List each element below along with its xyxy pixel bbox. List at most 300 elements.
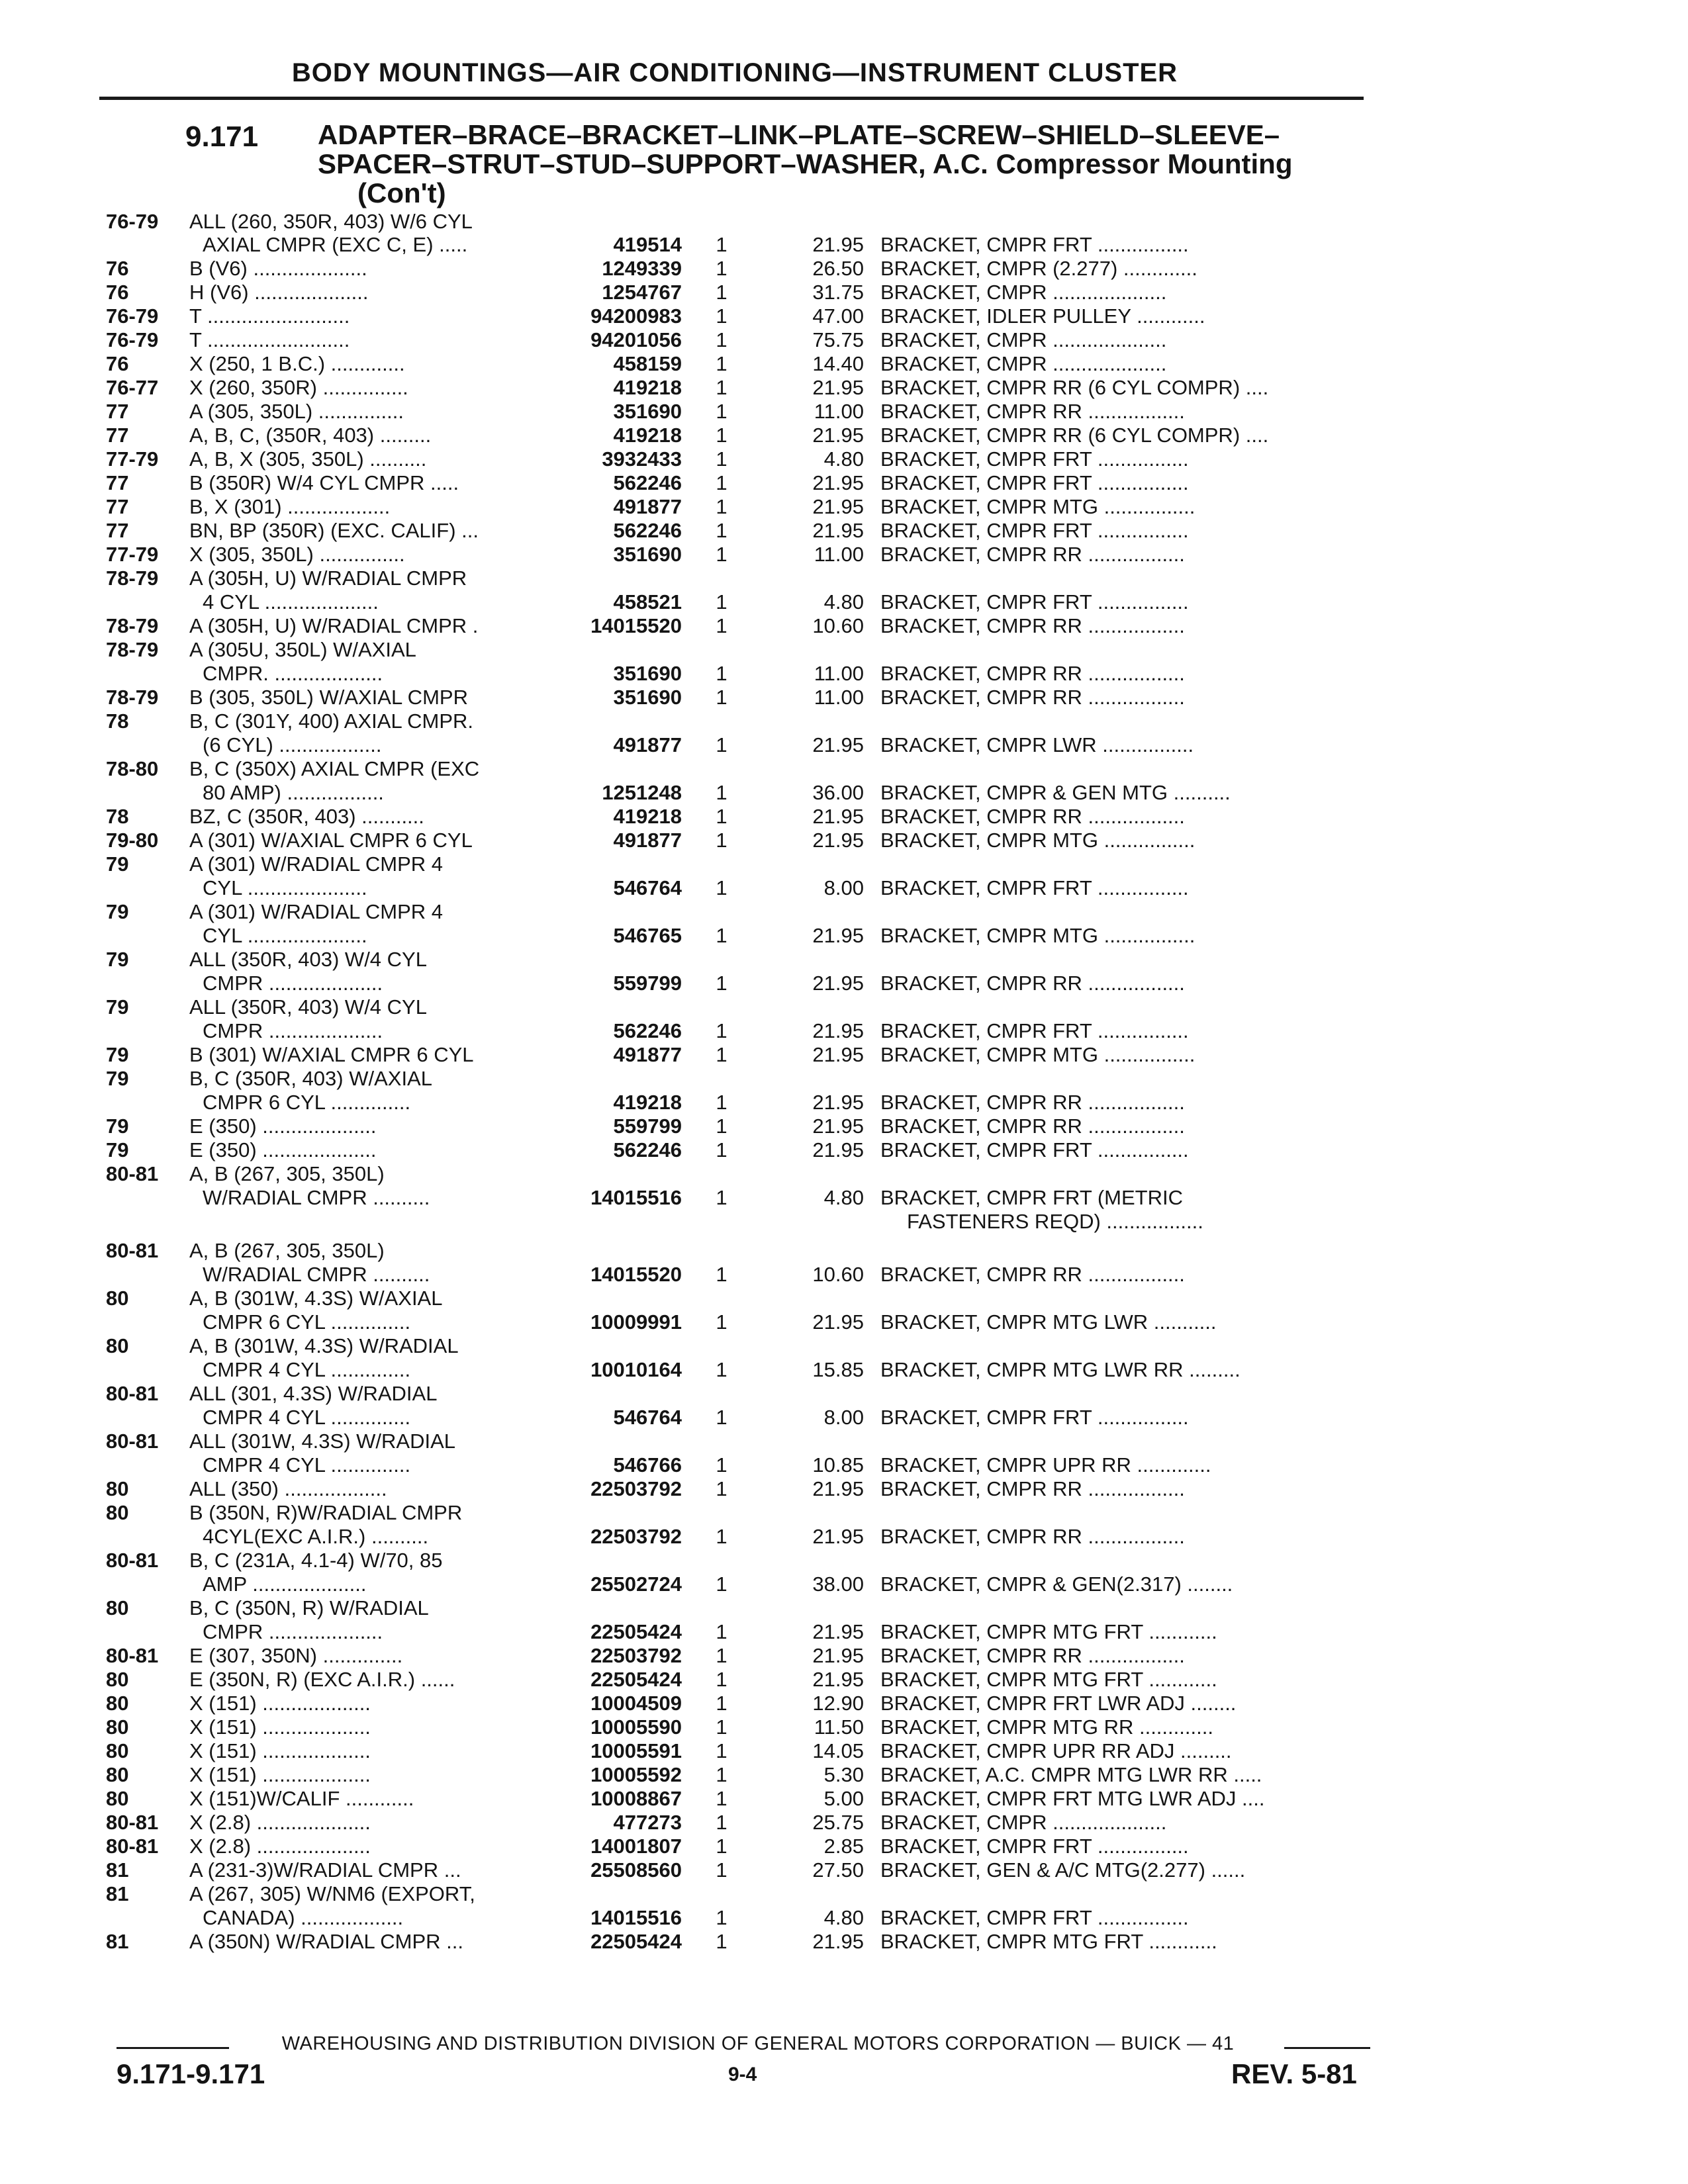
- row-part-name: BRACKET, CMPR RR (6 CYL COMPR) ....: [880, 424, 1269, 447]
- row-quantity: 1: [716, 1091, 727, 1114]
- row-part-number: 10005591: [590, 1739, 682, 1762]
- row-part-number: 94201056: [590, 328, 682, 351]
- row-description: A (301) W/AXIAL CMPR 6 CYL: [189, 829, 473, 852]
- row-year: 81: [106, 1930, 129, 1953]
- row-description: A (301) W/RADIAL CMPR 4: [189, 852, 444, 876]
- row-part-name: BRACKET, CMPR MTG LWR RR .........: [880, 1358, 1241, 1381]
- row-price: 2.85: [823, 1835, 864, 1858]
- row-description: CMPR 4 CYL ..............: [203, 1406, 411, 1429]
- row-part-number: 491877: [613, 733, 682, 756]
- footer-rule-left: [117, 2047, 229, 2049]
- row-description: A (267, 305) W/NM6 (EXPORT,: [189, 1882, 475, 1905]
- row-description: B, C (231A, 4.1-4) W/70, 85: [189, 1549, 443, 1572]
- row-part-number: 562246: [613, 1138, 682, 1161]
- section-title-line-1: ADAPTER–BRACE–BRACKET–LINK–PLATE–SCREW–SHIELD–SLEEVE–: [318, 119, 1280, 150]
- row-quantity: 1: [716, 1906, 727, 1929]
- row-part-name: BRACKET, CMPR FRT MTG LWR ADJ ....: [880, 1787, 1265, 1810]
- row-description: X (151) ...................: [189, 1739, 371, 1762]
- row-quantity: 1: [716, 447, 727, 471]
- row-part-name: BRACKET, CMPR RR .................: [880, 805, 1185, 828]
- row-quantity: 1: [716, 662, 727, 685]
- row-description: B (301) W/AXIAL CMPR 6 CYL: [189, 1043, 474, 1066]
- row-quantity: 1: [716, 1138, 727, 1161]
- row-part-number: 10008867: [590, 1787, 682, 1810]
- row-year: 79: [106, 1138, 129, 1161]
- row-year: 76: [106, 281, 129, 304]
- row-description: ALL (350R, 403) W/4 CYL: [189, 995, 427, 1019]
- row-price: 8.00: [823, 876, 864, 899]
- row-price: 25.75: [812, 1811, 864, 1834]
- row-part-number: 22503792: [590, 1477, 682, 1500]
- row-part-number: 546765: [613, 924, 682, 947]
- row-part-number: 477273: [613, 1811, 682, 1834]
- row-description: CMPR 4 CYL ..............: [203, 1358, 411, 1381]
- footer-section-range: 9.171-9.171: [117, 2058, 265, 2089]
- row-year: 77-79: [106, 447, 159, 471]
- row-part-number: 546764: [613, 876, 682, 899]
- row-year: 77: [106, 424, 129, 447]
- row-part-number: 22503792: [590, 1525, 682, 1548]
- row-part-name: BRACKET, CMPR & GEN(2.317) ........: [880, 1572, 1233, 1596]
- row-part-number: 10005592: [590, 1763, 682, 1786]
- row-quantity: 1: [716, 233, 727, 256]
- row-part-name: BRACKET, CMPR RR .................: [880, 1091, 1185, 1114]
- row-part-name: BRACKET, CMPR ....................: [880, 352, 1167, 375]
- row-price: 21.95: [812, 924, 864, 947]
- row-quantity: 1: [716, 876, 727, 899]
- row-part-name: BRACKET, CMPR MTG FRT ............: [880, 1668, 1217, 1691]
- row-part-number: 546764: [613, 1406, 682, 1429]
- row-price: 21.95: [812, 1019, 864, 1042]
- row-quantity: 1: [716, 495, 727, 518]
- row-description: A, B (267, 305, 350L): [189, 1239, 385, 1262]
- page-header: BODY MOUNTINGS—AIR CONDITIONING—INSTRUMENT CLUSTER: [291, 58, 1178, 87]
- row-price: 4.80: [823, 447, 864, 471]
- row-price: 10.60: [812, 1263, 864, 1286]
- row-price: 47.00: [812, 304, 864, 328]
- row-price: 11.00: [814, 400, 864, 423]
- row-year: 80: [106, 1334, 129, 1357]
- row-description: A (350N) W/RADIAL CMPR ...: [189, 1930, 463, 1953]
- row-price: 5.30: [823, 1763, 864, 1786]
- row-part-name: BRACKET, GEN & A/C MTG(2.277) ......: [880, 1858, 1246, 1882]
- row-year: 80: [106, 1763, 129, 1786]
- row-quantity: 1: [716, 1310, 727, 1334]
- row-quantity: 1: [716, 1715, 727, 1739]
- row-quantity: 1: [716, 1668, 727, 1691]
- row-price: 21.95: [812, 972, 864, 995]
- row-description: AMP ....................: [203, 1572, 367, 1596]
- row-description: (6 CYL) ..................: [203, 733, 382, 756]
- row-year: 77: [106, 495, 129, 518]
- row-year: 79: [106, 1115, 129, 1138]
- row-description: CMPR. ...................: [203, 662, 383, 685]
- row-description: X (151) ...................: [189, 1715, 371, 1739]
- row-quantity: 1: [716, 1358, 727, 1381]
- row-description: B, C (301Y, 400) AXIAL CMPR.: [189, 709, 474, 733]
- row-quantity: 1: [716, 257, 727, 280]
- row-part-name: BRACKET, CMPR ....................: [880, 281, 1167, 304]
- row-quantity: 1: [716, 1930, 727, 1953]
- row-price: 11.00: [814, 662, 864, 685]
- row-part-name: BRACKET, CMPR FRT ................: [880, 519, 1189, 542]
- row-quantity: 1: [716, 1525, 727, 1548]
- row-quantity: 1: [716, 471, 727, 494]
- row-part-name: BRACKET, CMPR RR .................: [880, 686, 1185, 709]
- row-part-name: BRACKET, CMPR MTG FRT ............: [880, 1620, 1217, 1643]
- row-description: A (231-3)W/RADIAL CMPR ...: [189, 1858, 461, 1882]
- row-quantity: 1: [716, 281, 727, 304]
- row-description: T .........................: [189, 304, 350, 328]
- row-description: ALL (301, 4.3S) W/RADIAL: [189, 1382, 438, 1405]
- row-part-name: BRACKET, CMPR FRT ................: [880, 233, 1189, 256]
- row-description: E (350) ....................: [189, 1138, 377, 1161]
- row-part-number: 419514: [613, 233, 682, 256]
- row-price: 21.95: [812, 376, 864, 399]
- row-part-number: 10010164: [590, 1358, 682, 1381]
- row-price: 21.95: [812, 1525, 864, 1548]
- row-quantity: 1: [716, 1811, 727, 1834]
- row-part-number: 10009991: [590, 1310, 682, 1334]
- row-part-number: 562246: [613, 519, 682, 542]
- row-price: 21.95: [812, 1644, 864, 1667]
- row-quantity: 1: [716, 1453, 727, 1477]
- row-year: 80: [106, 1787, 129, 1810]
- row-description: X (151)W/CALIF ............: [189, 1787, 414, 1810]
- row-description: E (350) ....................: [189, 1115, 377, 1138]
- row-quantity: 1: [716, 1115, 727, 1138]
- row-description: CYL .....................: [203, 876, 367, 899]
- row-price: 10.85: [812, 1453, 864, 1477]
- row-part-number: 1251248: [602, 781, 682, 804]
- row-price: 36.00: [812, 781, 864, 804]
- row-description: 4CYL(EXC A.I.R.) ..........: [203, 1525, 429, 1548]
- row-price: 4.80: [823, 590, 864, 614]
- row-year: 76-77: [106, 376, 159, 399]
- row-year: 77: [106, 400, 129, 423]
- row-year: 80-81: [106, 1239, 159, 1262]
- row-year: 79-80: [106, 829, 159, 852]
- row-part-number: 458159: [613, 352, 682, 375]
- row-price: 26.50: [812, 257, 864, 280]
- row-quantity: 1: [716, 924, 727, 947]
- row-part-name: BRACKET, CMPR MTG ................: [880, 924, 1196, 947]
- row-price: 4.80: [823, 1906, 864, 1929]
- row-part-name: BRACKET, CMPR FRT LWR ADJ ........: [880, 1692, 1237, 1715]
- row-quantity: 1: [716, 1186, 727, 1209]
- row-part-name: BRACKET, CMPR RR .................: [880, 543, 1185, 566]
- row-price: 15.85: [812, 1358, 864, 1381]
- row-part-number: 491877: [613, 1043, 682, 1066]
- row-year: 77: [106, 519, 129, 542]
- row-quantity: 1: [716, 1477, 727, 1500]
- row-part-number: 351690: [613, 662, 682, 685]
- row-description: T .........................: [189, 328, 350, 351]
- row-quantity: 1: [716, 1835, 727, 1858]
- row-description: A (305H, U) W/RADIAL CMPR: [189, 567, 467, 590]
- row-year: 79: [106, 852, 129, 876]
- row-part-number: 491877: [613, 495, 682, 518]
- row-price: 21.95: [812, 519, 864, 542]
- row-price: 21.95: [812, 495, 864, 518]
- row-year: 78-80: [106, 757, 159, 780]
- row-year: 76: [106, 352, 129, 375]
- row-quantity: 1: [716, 614, 727, 637]
- row-description: CMPR 4 CYL ..............: [203, 1453, 411, 1477]
- row-description: AXIAL CMPR (EXC C, E) .....: [203, 233, 468, 256]
- row-description: X (305, 350L) ...............: [189, 543, 405, 566]
- row-quantity: 1: [716, 424, 727, 447]
- row-part-name: BRACKET, CMPR RR .................: [880, 1525, 1185, 1548]
- row-part-number: 3932433: [602, 447, 682, 471]
- row-year: 77-79: [106, 543, 159, 566]
- row-quantity: 1: [716, 519, 727, 542]
- row-price: 12.90: [812, 1692, 864, 1715]
- row-part-number: 559799: [613, 1115, 682, 1138]
- row-description: A (305H, U) W/RADIAL CMPR .: [189, 614, 479, 637]
- footer-revision: REV. 5-81: [1231, 2058, 1357, 2089]
- footer-publisher: WAREHOUSING AND DISTRIBUTION DIVISION OF GENERAL MOTORS CORPORATION — BUICK — 41: [281, 2033, 1235, 2054]
- row-quantity: 1: [716, 1620, 727, 1643]
- row-description: X (2.8) ....................: [189, 1811, 371, 1834]
- row-part-name: BRACKET, CMPR RR .................: [880, 614, 1185, 637]
- row-part-number: 562246: [613, 1019, 682, 1042]
- row-description: X (260, 350R) ...............: [189, 376, 408, 399]
- row-quantity: 1: [716, 781, 727, 804]
- row-description: X (250, 1 B.C.) .............: [189, 352, 405, 375]
- row-quantity: 1: [716, 733, 727, 756]
- row-year: 79: [106, 995, 129, 1019]
- row-description: H (V6) ....................: [189, 281, 369, 304]
- row-description: A, B (267, 305, 350L): [189, 1162, 385, 1185]
- row-part-number: 14015520: [590, 1263, 682, 1286]
- row-quantity: 1: [716, 1263, 727, 1286]
- row-part-name: BRACKET, CMPR LWR ................: [880, 733, 1194, 756]
- row-part-number: 22505424: [590, 1620, 682, 1643]
- row-year: 76-79: [106, 304, 159, 328]
- row-part-name: BRACKET, CMPR MTG RR .............: [880, 1715, 1213, 1739]
- row-year: 81: [106, 1882, 129, 1905]
- row-part-number: 559799: [613, 972, 682, 995]
- row-price: 21.95: [812, 471, 864, 494]
- row-part-name: BRACKET, A.C. CMPR MTG LWR RR .....: [880, 1763, 1262, 1786]
- row-description: A, B (301W, 4.3S) W/RADIAL: [189, 1334, 459, 1357]
- row-part-number: 10005590: [590, 1715, 682, 1739]
- row-quantity: 1: [716, 1043, 727, 1066]
- row-price: 11.00: [814, 686, 864, 709]
- row-quantity: 1: [716, 1019, 727, 1042]
- row-description: 80 AMP) .................: [203, 781, 384, 804]
- row-description: A, B, X (305, 350L) ..........: [189, 447, 427, 471]
- row-description: A, B, C, (350R, 403) .........: [189, 424, 432, 447]
- row-price: 21.95: [812, 805, 864, 828]
- row-year: 76-79: [106, 328, 159, 351]
- row-price: 21.95: [812, 1477, 864, 1500]
- row-part-name: BRACKET, CMPR FRT ................: [880, 1835, 1189, 1858]
- row-price: 21.95: [812, 1930, 864, 1953]
- row-quantity: 1: [716, 376, 727, 399]
- row-year: 80: [106, 1668, 129, 1691]
- row-price: 8.00: [823, 1406, 864, 1429]
- row-price: 5.00: [823, 1787, 864, 1810]
- row-description: 4 CYL ....................: [203, 590, 379, 614]
- row-year: 80: [106, 1596, 129, 1619]
- row-description: W/RADIAL CMPR ..........: [203, 1186, 430, 1209]
- row-year: 80-81: [106, 1382, 159, 1405]
- row-part-name: BRACKET, CMPR FRT ................: [880, 1906, 1189, 1929]
- row-price: 21.95: [812, 1310, 864, 1334]
- row-part-number: 419218: [613, 376, 682, 399]
- row-part-name: BRACKET, CMPR MTG ................: [880, 1043, 1196, 1066]
- row-part-number: 546766: [613, 1453, 682, 1477]
- row-price: 21.95: [812, 1091, 864, 1114]
- row-price: 21.95: [812, 1138, 864, 1161]
- row-description: A (305U, 350L) W/AXIAL: [189, 638, 416, 661]
- row-price: 27.50: [812, 1858, 864, 1882]
- row-description: CMPR 6 CYL ..............: [203, 1310, 411, 1334]
- row-part-number: 14015516: [590, 1906, 682, 1929]
- row-price: 4.80: [823, 1186, 864, 1209]
- row-part-number: 458521: [613, 590, 682, 614]
- row-description: BZ, C (350R, 403) ...........: [189, 805, 424, 828]
- row-price: 14.40: [812, 352, 864, 375]
- row-description: A (305, 350L) ...............: [189, 400, 404, 423]
- row-price: 75.75: [812, 328, 864, 351]
- row-description: B, C (350N, R) W/RADIAL: [189, 1596, 429, 1619]
- row-part-name: BRACKET, CMPR FRT ................: [880, 447, 1189, 471]
- row-part-name: BRACKET, CMPR MTG LWR ...........: [880, 1310, 1217, 1334]
- row-quantity: 1: [716, 328, 727, 351]
- row-price: 38.00: [812, 1572, 864, 1596]
- row-part-name: FASTENERS REQD) .................: [907, 1210, 1203, 1233]
- row-part-name: BRACKET, CMPR FRT ................: [880, 1406, 1189, 1429]
- row-part-name: BRACKET, CMPR ....................: [880, 328, 1167, 351]
- row-year: 80-81: [106, 1811, 159, 1834]
- row-part-name: BRACKET, CMPR FRT (METRIC: [880, 1186, 1183, 1209]
- row-description: X (151) ...................: [189, 1692, 371, 1715]
- row-part-name: BRACKET, CMPR RR .................: [880, 400, 1185, 423]
- row-year: 79: [106, 900, 129, 923]
- row-quantity: 1: [716, 686, 727, 709]
- footer-rule-right: [1284, 2047, 1370, 2049]
- row-part-name: BRACKET, CMPR (2.277) .............: [880, 257, 1197, 280]
- row-quantity: 1: [716, 304, 727, 328]
- row-year: 79: [106, 1043, 129, 1066]
- row-part-name: BRACKET, CMPR & GEN MTG ..........: [880, 781, 1231, 804]
- row-quantity: 1: [716, 400, 727, 423]
- row-part-name: BRACKET, CMPR RR .................: [880, 662, 1185, 685]
- row-year: 80: [106, 1739, 129, 1762]
- row-price: 21.95: [812, 733, 864, 756]
- row-part-name: BRACKET, CMPR RR .................: [880, 1115, 1185, 1138]
- row-part-name: BRACKET, CMPR MTG ................: [880, 495, 1196, 518]
- row-year: 78-79: [106, 567, 159, 590]
- row-description: CMPR ....................: [203, 1620, 383, 1643]
- section-number: 9.171: [185, 120, 259, 153]
- row-part-name: BRACKET, CMPR MTG ................: [880, 829, 1196, 852]
- row-year: 80: [106, 1477, 129, 1500]
- row-part-name: BRACKET, CMPR FRT ................: [880, 471, 1189, 494]
- row-part-name: BRACKET, IDLER PULLEY ............: [880, 304, 1205, 328]
- row-quantity: 1: [716, 352, 727, 375]
- row-part-number: 491877: [613, 829, 682, 852]
- row-year: 77: [106, 471, 129, 494]
- row-description: B, C (350X) AXIAL CMPR (EXC: [189, 757, 480, 780]
- row-part-name: BRACKET, CMPR UPR RR ADJ .........: [880, 1739, 1232, 1762]
- row-price: 10.60: [812, 614, 864, 637]
- row-year: 79: [106, 1067, 129, 1090]
- row-description: ALL (350R, 403) W/4 CYL: [189, 948, 427, 971]
- row-part-number: 419218: [613, 805, 682, 828]
- row-part-number: 22505424: [590, 1930, 682, 1953]
- row-part-name: BRACKET, CMPR RR .................: [880, 1477, 1185, 1500]
- section-title-line-2: SPACER–STRUT–STUD–SUPPORT–WASHER, A.C. Compressor Mounting: [318, 148, 1293, 179]
- row-description: CANADA) ..................: [203, 1906, 404, 1929]
- row-description: B, C (350R, 403) W/AXIAL: [189, 1067, 432, 1090]
- row-year: 80-81: [106, 1835, 159, 1858]
- row-description: B (350N, R)W/RADIAL CMPR: [189, 1501, 463, 1524]
- row-quantity: 1: [716, 1692, 727, 1715]
- row-year: 81: [106, 1858, 129, 1882]
- row-part-name: BRACKET, CMPR FRT ................: [880, 1138, 1189, 1161]
- row-quantity: 1: [716, 1763, 727, 1786]
- row-year: 78-79: [106, 686, 159, 709]
- row-part-name: BRACKET, CMPR FRT ................: [880, 876, 1189, 899]
- footer-page-number: 9-4: [728, 2064, 757, 2085]
- row-year: 80-81: [106, 1162, 159, 1185]
- row-part-name: BRACKET, CMPR UPR RR .............: [880, 1453, 1211, 1477]
- row-description: B, X (301) ..................: [189, 495, 391, 518]
- row-price: 11.00: [814, 543, 864, 566]
- row-year: 78-79: [106, 638, 159, 661]
- row-description: B (305, 350L) W/AXIAL CMPR: [189, 686, 468, 709]
- row-price: 21.95: [812, 424, 864, 447]
- row-price: 14.05: [812, 1739, 864, 1762]
- row-year: 76: [106, 257, 129, 280]
- row-quantity: 1: [716, 1644, 727, 1667]
- row-part-number: 562246: [613, 471, 682, 494]
- row-part-number: 419218: [613, 1091, 682, 1114]
- row-part-number: 22505424: [590, 1668, 682, 1691]
- row-description: W/RADIAL CMPR ..........: [203, 1263, 430, 1286]
- row-year: 80: [106, 1692, 129, 1715]
- row-part-number: 25508560: [590, 1858, 682, 1882]
- row-part-number: 419218: [613, 424, 682, 447]
- row-description: X (151) ...................: [189, 1763, 371, 1786]
- row-quantity: 1: [716, 590, 727, 614]
- row-part-name: BRACKET, CMPR RR .................: [880, 972, 1185, 995]
- row-part-number: 1249339: [602, 257, 682, 280]
- row-price: 21.95: [812, 1668, 864, 1691]
- row-part-name: BRACKET, CMPR RR (6 CYL COMPR) ....: [880, 376, 1269, 399]
- row-year: 76-79: [106, 210, 159, 233]
- row-description: B (350R) W/4 CYL CMPR .....: [189, 471, 459, 494]
- row-quantity: 1: [716, 1406, 727, 1429]
- row-description: ALL (350) ..................: [189, 1477, 387, 1500]
- row-part-number: 351690: [613, 543, 682, 566]
- row-year: 80: [106, 1287, 129, 1310]
- row-part-name: BRACKET, CMPR RR .................: [880, 1644, 1185, 1667]
- row-part-number: 14015520: [590, 614, 682, 637]
- row-part-name: BRACKET, CMPR ....................: [880, 1811, 1167, 1834]
- row-description: CMPR ....................: [203, 1019, 383, 1042]
- row-part-name: BRACKET, CMPR MTG FRT ............: [880, 1930, 1217, 1953]
- row-quantity: 1: [716, 543, 727, 566]
- row-part-name: BRACKET, CMPR FRT ................: [880, 590, 1189, 614]
- row-price: 21.95: [812, 1620, 864, 1643]
- row-year: 80-81: [106, 1549, 159, 1572]
- row-description: CYL .....................: [203, 924, 367, 947]
